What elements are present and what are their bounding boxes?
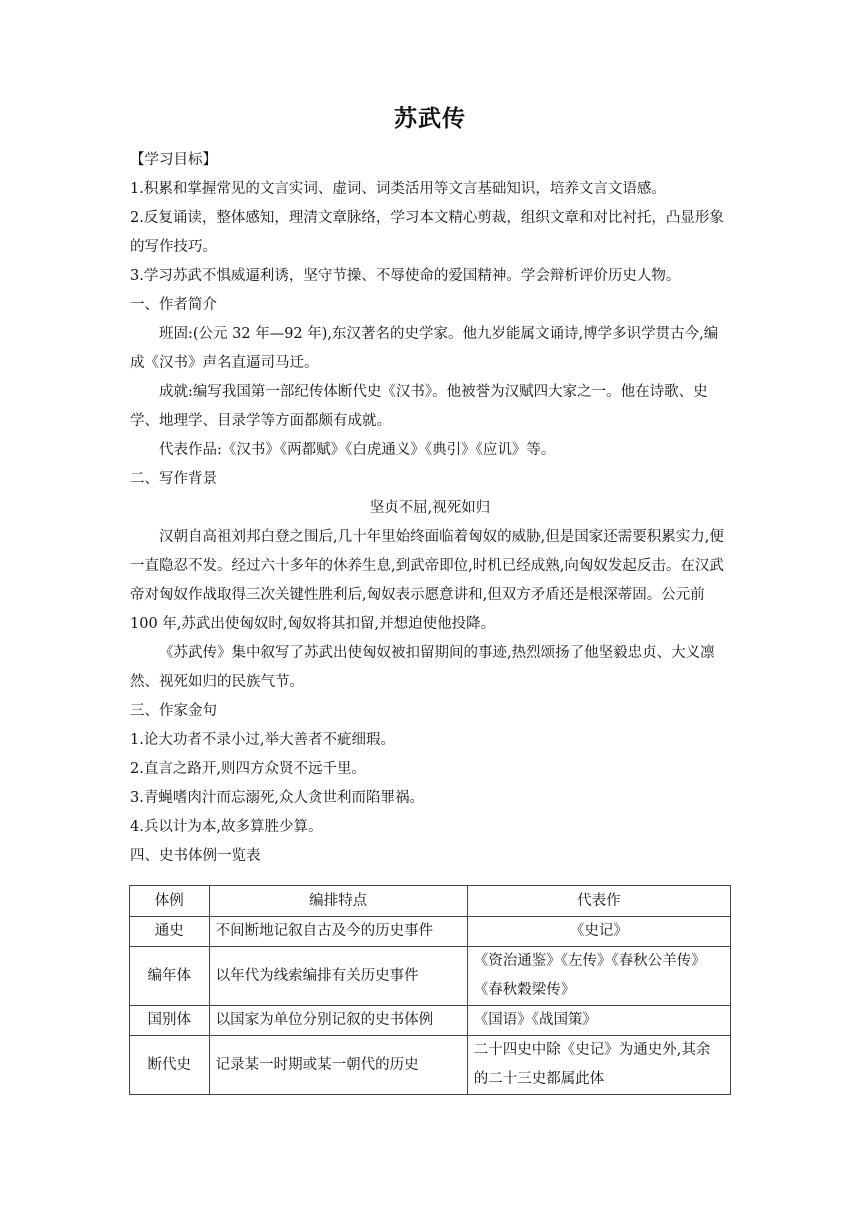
table-header-row <box>130 886 731 917</box>
table-row <box>130 917 731 947</box>
background-subtitle: 坚贞不屈,视死如归 <box>369 500 491 516</box>
goal-item: 1.积累和掌握常见的文言实词、虚词、词类活用等文言基础知识，培养文言文语感。 <box>130 181 666 197</box>
author-heading: 一、作者简介 <box>130 297 217 313</box>
document-body <box>130 146 730 871</box>
quote-item: 4.兵以计为本,故多算胜少算。 <box>130 819 323 835</box>
goals-heading: 【学习目标】 <box>130 152 217 168</box>
background-heading: 二、写作背景 <box>130 471 217 487</box>
table-row <box>130 1006 731 1036</box>
table-cell-feature: 以国家为单位分别记叙的史书体例 <box>209 1006 467 1036</box>
table-header-cell: 编排特点 <box>209 886 467 917</box>
table-row <box>130 1036 731 1095</box>
table-heading: 四、史书体例一览表 <box>130 848 261 864</box>
quote-item: 3.青蝇嗜肉汁而忘溺死,众人贪世利而陷罪祸。 <box>130 790 424 806</box>
table-header-cell: 代表作 <box>467 886 730 917</box>
page-title: 苏武传 <box>394 106 466 132</box>
quote-item: 1.论大功者不录小过,举大善者不疵细瑕。 <box>130 732 395 748</box>
history-format-table <box>129 885 731 1095</box>
table-row <box>130 947 731 1006</box>
table-cell-works: 二十四史中除《史记》为通史外,其余的二十三史都属此体 <box>467 1036 730 1095</box>
background-paragraph: 汉朝自高祖刘邦白登之围后,几十年里始终面临着匈奴的威胁,但是国家还需要积累实力,便一直隐忍不发。经过六十多年的休养生息,到武帝即位,时机已经成熟,向匈奴发起反击。在汉武帝对匈奴作战取得三次关键性胜利后,匈奴表示愿意讲和,但双方矛盾还是根深蒂固。公元前 100 年,苏武出使匈奴时,匈奴将其扣留,并想迫使他投降。 <box>130 529 724 632</box>
table-cell-type: 国别体 <box>130 1006 210 1036</box>
table-cell-works: 《国语》《战国策》 <box>467 1006 730 1036</box>
goal-item: 3.学习苏武不惧威逼利诱，坚守节操、不辱使命的爱国精神。学会辩析评价历史人物。 <box>130 268 681 284</box>
quotes-heading: 三、作家金句 <box>130 703 217 719</box>
goal-item: 2.反复诵读，整体感知，理清文章脉络，学习本文精心剪裁，组织文章和对比衬托，凸显形象的写作技巧。 <box>130 210 724 255</box>
table-cell-feature: 以年代为线索编排有关历史事件 <box>209 947 467 1006</box>
table-cell-type: 编年体 <box>130 947 210 1006</box>
table-cell-type: 断代史 <box>130 1036 210 1095</box>
author-paragraph: 代表作品:《汉书》《两都赋》《白虎通义》《典引》《应讥》等。 <box>159 442 556 458</box>
table-header-cell: 体例 <box>130 886 210 917</box>
author-paragraph: 班固:(公元 32 年—92 年),东汉著名的史学家。他九岁能属文诵诗,博学多识学贯古今,编成《汉书》声名直逼司马迁。 <box>130 326 719 371</box>
author-paragraph: 成就:编写我国第一部纪传体断代史《汉书》。他被誉为汉赋四大家之一。他在诗歌、史学、地理学、目录学等方面都颇有成就。 <box>130 384 708 429</box>
table-cell-works: 《资治通鉴》《左传》《春秋公羊传》《春秋穀梁传》 <box>467 947 730 1006</box>
table-cell-feature: 记录某一时期或某一朝代的历史 <box>209 1036 467 1095</box>
quote-item: 2.直言之路开,则四方众贤不远千里。 <box>130 761 366 777</box>
background-paragraph: 《苏武传》集中叙写了苏武出使匈奴被扣留期间的事迹,热烈颂扬了他坚毅忠贞、大义凛然、视死如归的民族气节。 <box>130 645 715 690</box>
table-cell-feature: 不间断地记叙自古及今的历史事件 <box>209 917 467 947</box>
table-cell-type: 通史 <box>130 917 210 947</box>
table-cell-works: 《史记》 <box>467 917 730 947</box>
